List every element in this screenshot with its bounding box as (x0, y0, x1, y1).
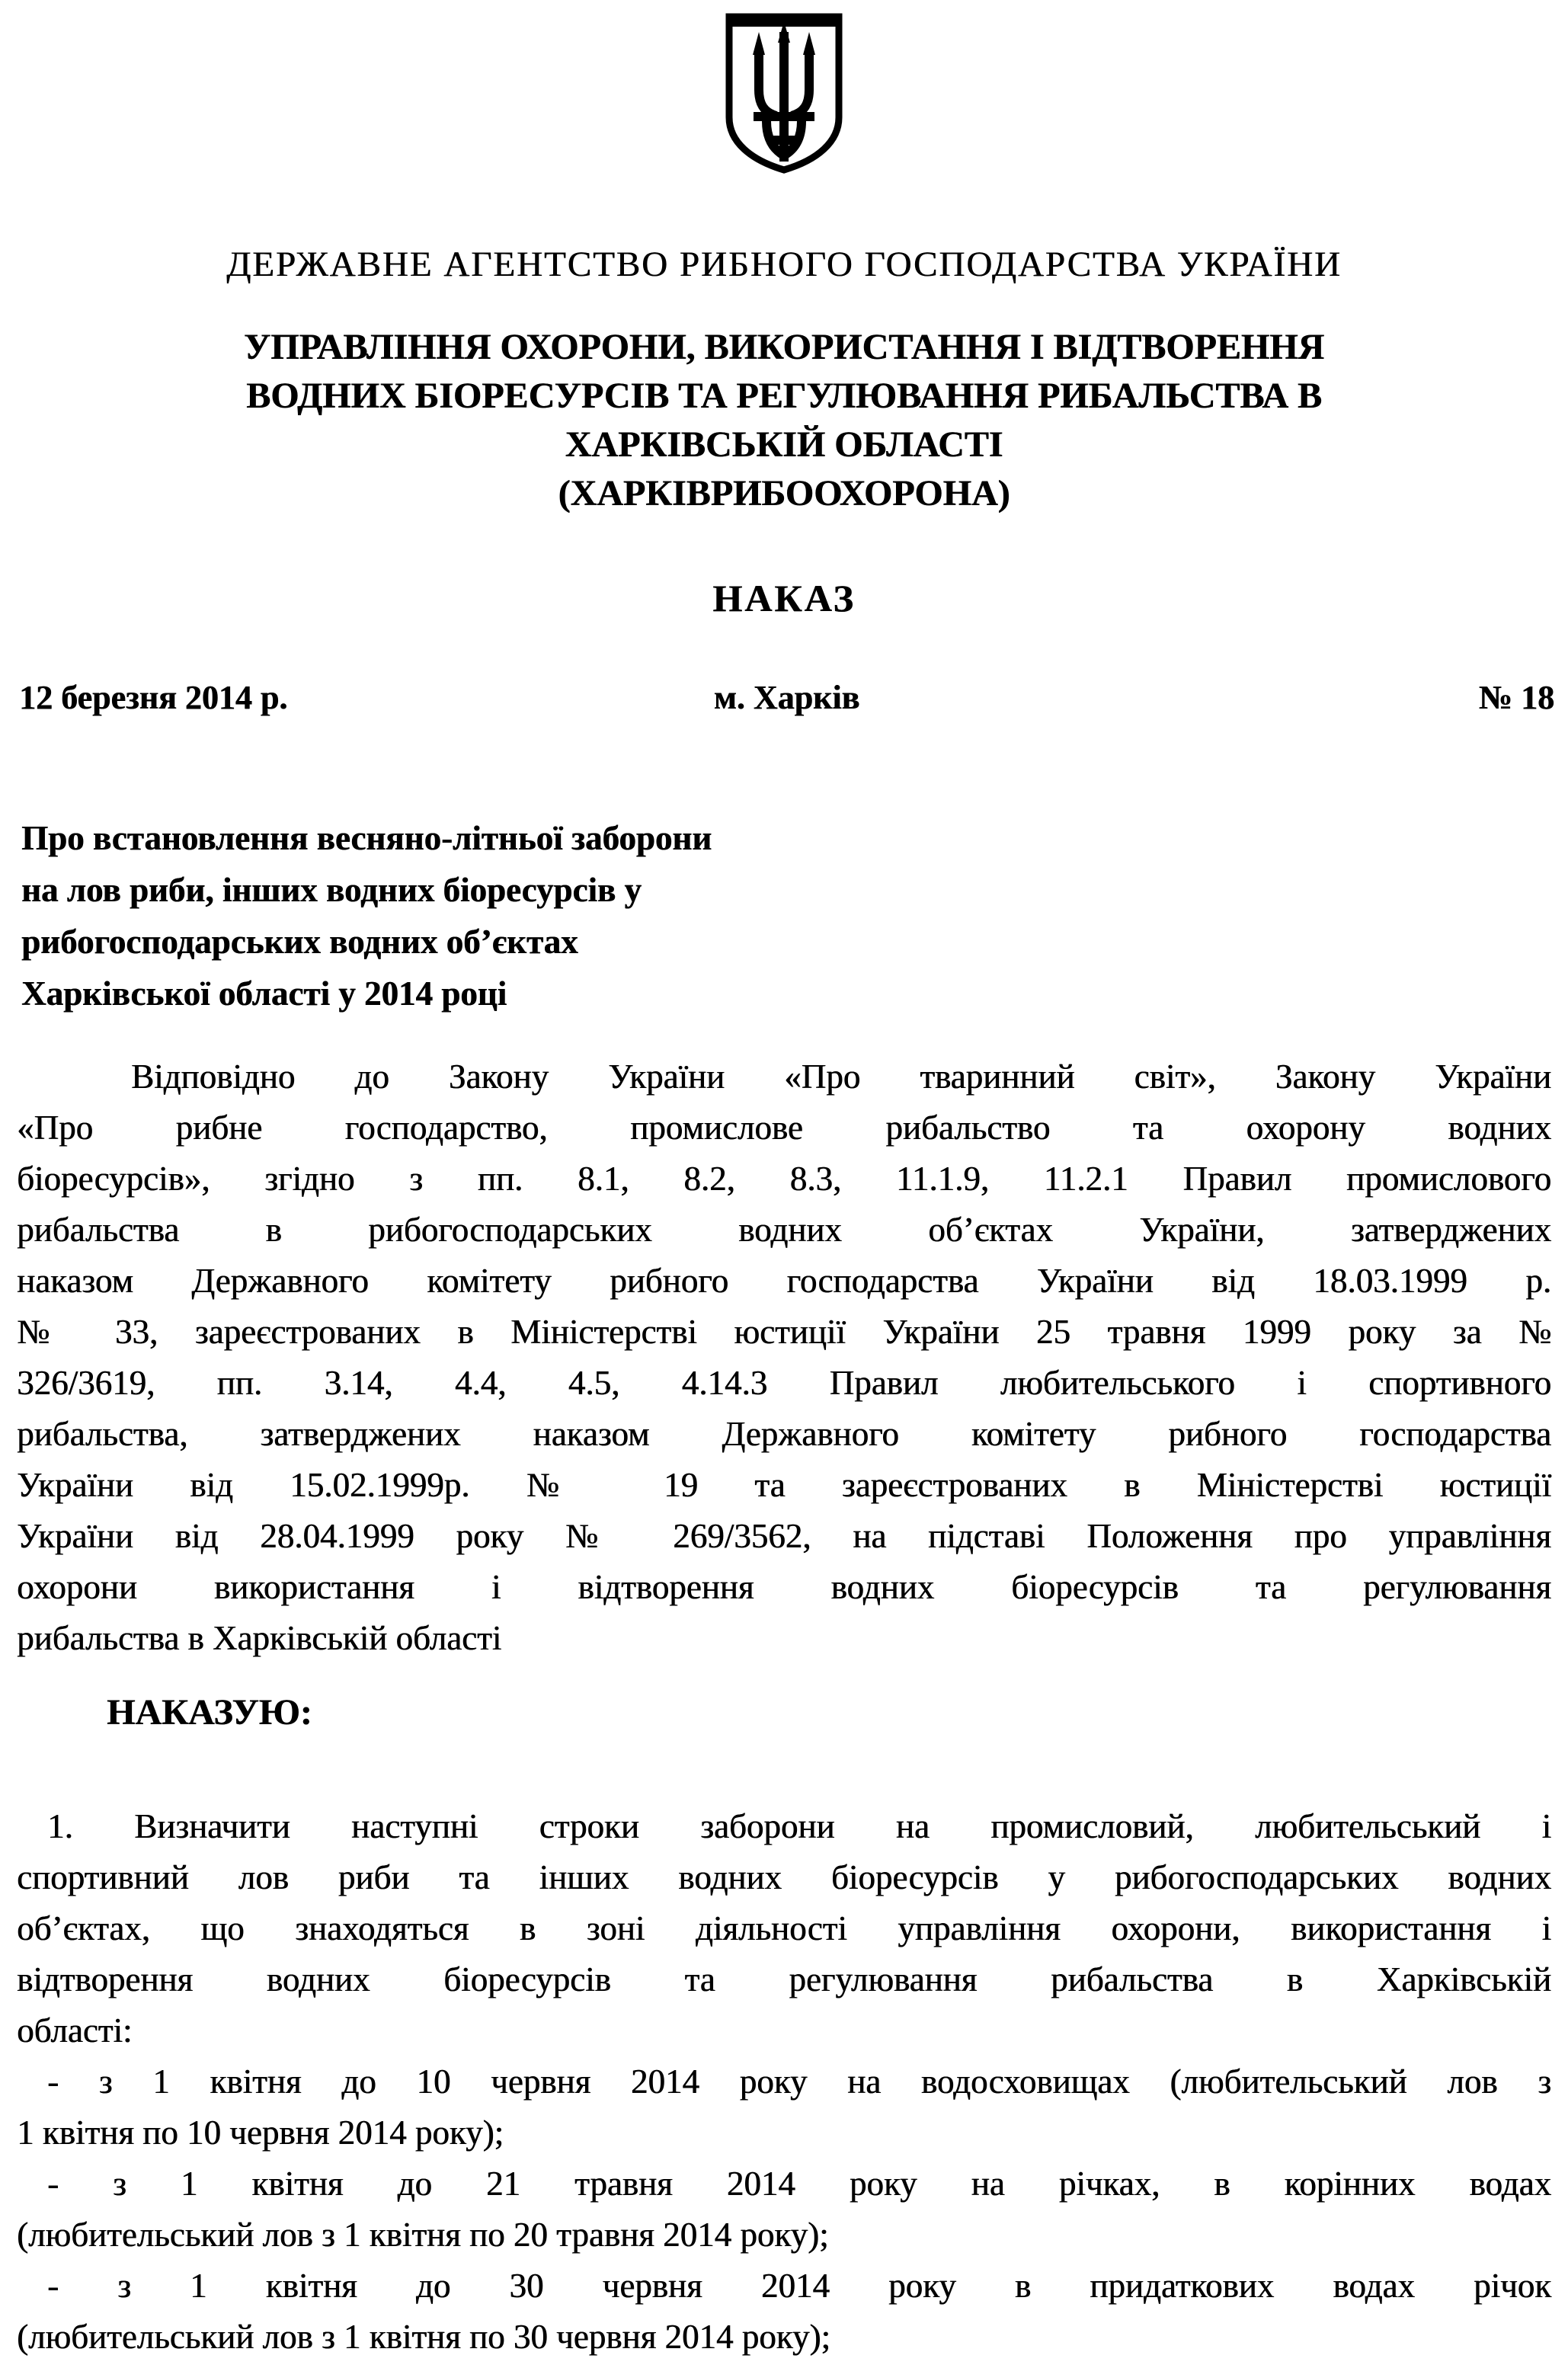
order-subitem-line: (любительський лов з 1 квітня по 30 червня 2014 року); (17, 2318, 830, 2356)
doc-date: 12 березня 2014 р. (19, 679, 288, 716)
doc-subject-line: рибогосподарських водних об’єктах (21, 923, 578, 961)
order-subitem-line: 1 квітня по 10 червня 2014 року); (17, 2114, 504, 2152)
preamble-line: 326/3619, пп. 3.14, 4.4, 4.5, 4.14.3 Правил любительського і спортивного (17, 1364, 1551, 1402)
preamble-line: охорони використання і відтворення водних біоресурсів та регулювання (17, 1568, 1551, 1606)
preamble-line: рибальства в Харківській області (17, 1619, 502, 1657)
department-name-line: ХАРКІВСЬКІЙ ОБЛАСТІ (565, 424, 1003, 465)
order-item-line: об’єктах, що знаходяться в зоні діяльності управління охорони, використання і (17, 1909, 1551, 1947)
department-name-line: УПРАВЛІННЯ ОХОРОНИ, ВИКОРИСТАННЯ І ВІДТВОРЕННЯ (243, 327, 1325, 367)
doc-subject (21, 812, 712, 1019)
preamble-line: рибальства, затверджених наказом Державного комітету рибного господарства (17, 1415, 1551, 1453)
preamble-line: Відповідно до Закону України «Про тваринний світ», Закону України (131, 1058, 1551, 1096)
doc-number: № 18 (1478, 679, 1554, 716)
preamble-line: України від 15.02.1999р. № 19 та зареєстрованих в Міністерстві юстиції (17, 1466, 1551, 1504)
preamble-line: «Про рибне господарство, промислове рибальство та охорону водних (17, 1109, 1551, 1147)
order-item-line: 1. Визначити наступні строки заборони на промисловий, любительський і (47, 1807, 1551, 1845)
order-item-line: відтворення водних біоресурсів та регулювання рибальства в Харківській (17, 1960, 1551, 1998)
preamble-line: № 33, зареєстрованих в Міністерстві юстиції України 25 травня 1999 року за № (17, 1313, 1551, 1351)
doc-type-title: НАКАЗ (712, 577, 856, 619)
ukraine-trident-coat-of-arms-icon (723, 11, 845, 178)
preamble-line: біоресурсів», згідно з пп. 8.1, 8.2, 8.3, 11.1.9, 11.2.1 Правил промислового (17, 1160, 1551, 1198)
preamble-paragraph (17, 1051, 1551, 1664)
department-name-line: (ХАРКІВРИБООХОРОНА) (558, 473, 1010, 514)
doc-subject-line: Про встановлення весняно-літньої заборони (21, 819, 712, 857)
order-subitem-line: - з 1 квітня до 21 травня 2014 року на річках, в корінних водах (47, 2165, 1551, 2203)
agency-name: ДЕРЖАВНЕ АГЕНТСТВО РИБНОГО ГОСПОДАРСТВА УКРАЇНИ (226, 245, 1342, 284)
resolve-keyword: НАКАЗУЮ: (107, 1692, 312, 1733)
order-subitem-line: - з 1 квітня до 30 червня 2014 року в придаткових водах річок (47, 2267, 1551, 2305)
order-item-1 (17, 1801, 1551, 2363)
department-name-line: ВОДНИХ БІОРЕСУРСІВ ТА РЕГУЛЮВАННЯ РИБАЛЬСТВА В (246, 376, 1322, 416)
preamble-line: України від 28.04.1999 року № 269/3562, на підставі Положення про управління (17, 1517, 1551, 1555)
order-subitem-line: (любительський лов з 1 квітня по 20 травня 2014 року); (17, 2216, 829, 2254)
doc-place: м. Харків (713, 679, 860, 716)
doc-subject-line: Харківської області у 2014 році (21, 974, 507, 1013)
order-subitem-line: - з 1 квітня до 10 червня 2014 року на водосховищах (любительський лов з (47, 2062, 1551, 2101)
preamble-line: наказом Державного комітету рибного господарства України від 18.03.1999 р. (17, 1262, 1551, 1300)
order-item-line: спортивний лов риби та інших водних біоресурсів у рибогосподарських водних (17, 1858, 1551, 1896)
preamble-line: рибальства в рибогосподарських водних об’єктах України, затверджених (17, 1211, 1551, 1249)
order-item-line: області: (17, 2011, 133, 2050)
department-name (0, 323, 1568, 518)
doc-meta-row (19, 678, 1554, 724)
doc-subject-line: на лов риби, інших водних біоресурсів у (21, 871, 642, 909)
